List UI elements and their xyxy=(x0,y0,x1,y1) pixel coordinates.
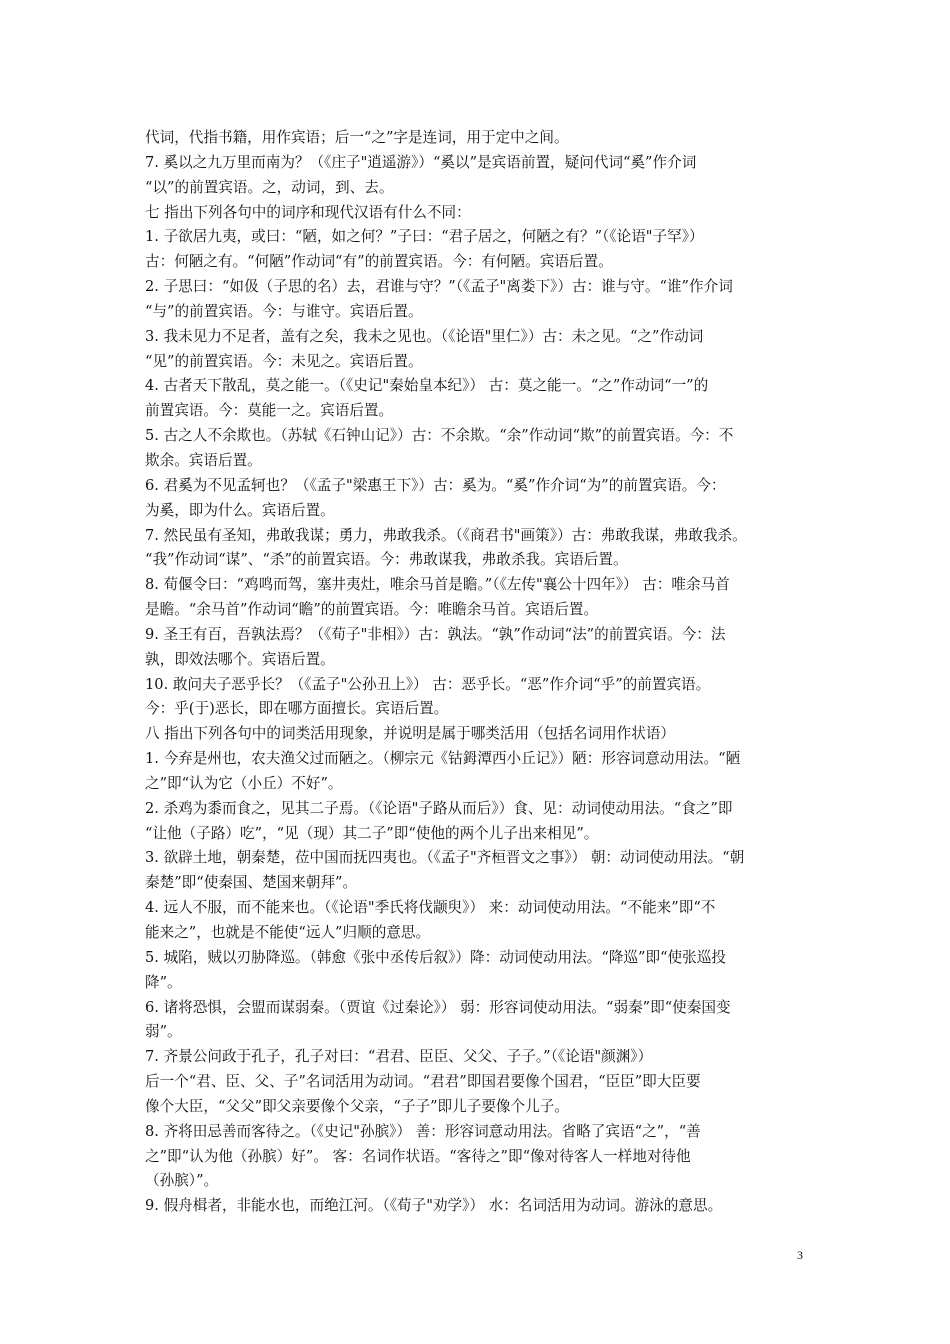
text-line: 4. 远人不服，而不能来也。（《论语"季氏将伐颛臾》） 来：动词使动用法。“不能来”即“不 xyxy=(145,899,716,917)
text-line: 之”即“认为它（小丘）不好”。 xyxy=(145,774,343,792)
text-line: 6. 诸将恐惧，会盟而谋弱秦。（贾谊《过秦论》） 弱：形容词使动用法。“弱秦”即“使秦国变 xyxy=(145,998,731,1016)
text-line: 4. 古者天下散乱，莫之能一。（《史记"秦始皇本纪》） 古：莫之能一。“之”作动词“一”的 xyxy=(145,377,709,395)
text-line: 8. 荀偃令曰：“鸡鸣而驾，塞井夷灶，唯余马首是瞻。”（《左传"襄公十四年》） 古：唯余马首 xyxy=(145,576,730,594)
text-line: “我”作动词“谋”、“杀”的前置宾语。今：弗敢谋我，弗敢杀我。宾语后置。 xyxy=(145,551,628,569)
text-line: 代词，代指书籍，用作宾语；后一“之”字是连词，用于定中之间。 xyxy=(145,129,569,146)
text-line: 像个大臣，“父父”即父亲要像个父亲，“子子”即儿子要像个儿子。 xyxy=(145,1097,569,1115)
text-line: 7. 然民虽有圣知，弗敢我谋；勇力，弗敢我杀。（《商君书"画策》）古：弗敢我谋，弗敢我杀。 xyxy=(145,526,747,544)
page-number: 3 xyxy=(797,1248,803,1262)
text-line: 10. 敢问夫子恶乎长？（《孟子"公孙丑上》） 古：恶乎长。“恶”作介词“乎”的前置宾语。 xyxy=(145,675,711,693)
text-line: 7. 奚以之九万里而南为？（《庄子"逍遥游》）“奚以”是宾语前置，疑问代词“奚”作介词 xyxy=(145,153,697,171)
text-line: “与”的前置宾语。今：与谁守。宾语后置。 xyxy=(145,302,423,320)
text-line: 之”即“认为他（孙膑）好”。 客：名词作状语。“客待之”即“像对待客人一样地对待他 xyxy=(145,1147,691,1165)
text-line: （孙膑）”。 xyxy=(145,1172,219,1190)
text-line: 欺余。宾语后置。 xyxy=(145,451,262,469)
text-line: 孰，即效法哪个。宾语后置。 xyxy=(145,650,335,668)
text-line: 5. 古之人不余欺也。（苏轼《石钟山记》）古：不余欺。“余”作动词“欺”的前置宾语。今：不 xyxy=(145,427,734,445)
text-line: “以”的前置宾语。之，动词，到、去。 xyxy=(145,178,394,196)
text-line: “让他（子路）吃”，“见（现）其二子”即“使他的两个儿子出来相见”。 xyxy=(145,824,599,842)
text-line: 2. 杀鸡为黍而食之，见其二子焉。（《论语"子路从而后》）食、见：动词使动用法。“食之”即 xyxy=(145,799,733,817)
text-line: 9. 假舟楫者，非能水也，而绝江河。（《荀子"劝学》） 水：名词活用为动词。游泳的意思。 xyxy=(145,1197,723,1215)
text-line: 3. 欲辟土地，朝秦楚，莅中国而抚四夷也。（《孟子"齐桓晋文之事》） 朝：动词使动用法。“朝 xyxy=(145,849,745,867)
text-line: 是瞻。“余马首”作动词“瞻”的前置宾语。今：唯瞻余马首。宾语后置。 xyxy=(145,601,599,619)
text-line: 后一个“君、臣、父、子”名词活用为动词。“君君”即国君要像个国君，“臣臣”即大臣要 xyxy=(145,1073,701,1091)
text-line: 7. 齐景公问政于孔子，孔子对曰：“君君、臣臣、父父、子子。”（《论语"颜渊》） xyxy=(145,1048,653,1066)
text-line: 古：何陋之有。“何陋”作动词“有”的前置宾语。今：有何陋。宾语后置。 xyxy=(145,253,613,271)
text-line: 七 指出下列各句中的词序和现代汉语有什么不同： xyxy=(145,203,471,221)
text-line: 3. 我未见力不足者，盖有之矣，我未之见也。（《论语"里仁》）古：未之见。“之”作动词 xyxy=(145,327,704,345)
text-line: 能来之”，也就是不能使“远人”归顺的意思。 xyxy=(145,924,431,941)
text-line: 9. 圣王有百，吾孰法焉？（《荀子"非相》）古：孰法。“孰”作动词“法”的前置宾语。今：法 xyxy=(145,625,726,643)
text-line: 1. 子欲居九夷，或曰：“陋，如之何？”子曰：“君子居之，何陋之有？”（《论语"子罕》） xyxy=(145,228,704,246)
text-line: 今：乎(于)恶长，即在哪方面擅长。宾语后置。 xyxy=(145,700,449,718)
text-line: 八 指出下列各句中的词类活用现象，并说明是属于哪类活用（包括名词用作状语） xyxy=(145,725,676,743)
text-line: 降”。 xyxy=(145,973,182,991)
text-line: 弱”。 xyxy=(145,1023,182,1041)
text-line: “见”的前置宾语。今：未见之。宾语后置。 xyxy=(145,352,423,370)
text-line: 秦楚”即“使秦国、楚国来朝拜”。 xyxy=(145,874,358,892)
text-line: 1. 今弃是州也，农夫渔父过而陋之。（柳宗元《钴鉧潭西小丘记》）陋：形容词意动用法。“陋 xyxy=(145,750,741,768)
text-line: 6. 君奚为不见孟轲也？（《孟子"梁惠王下》）古：奚为。“奚”作介词“为”的前置宾语。今： xyxy=(145,476,726,494)
document-body xyxy=(145,126,811,1219)
text-line: 前置宾语。今：莫能一之。宾语后置。 xyxy=(145,402,394,420)
text-line: 5. 城陷，贼以刃胁降巡。（韩愈《张中丞传后叙》）降：动词使动用法。“降巡”即“使张巡投 xyxy=(145,948,726,966)
text-line: 8. 齐将田忌善而客待之。（《史记"孙膑》） 善：形容词意动用法。省略了宾语“之”，“善 xyxy=(145,1122,701,1140)
text-line: 2. 子思曰：“如伋（子思的名）去，君谁与守？”（《孟子"离娄下》）古：谁与守。“谁”作介词 xyxy=(145,278,733,296)
text-line: 为奚，即为什么。宾语后置。 xyxy=(145,501,335,519)
